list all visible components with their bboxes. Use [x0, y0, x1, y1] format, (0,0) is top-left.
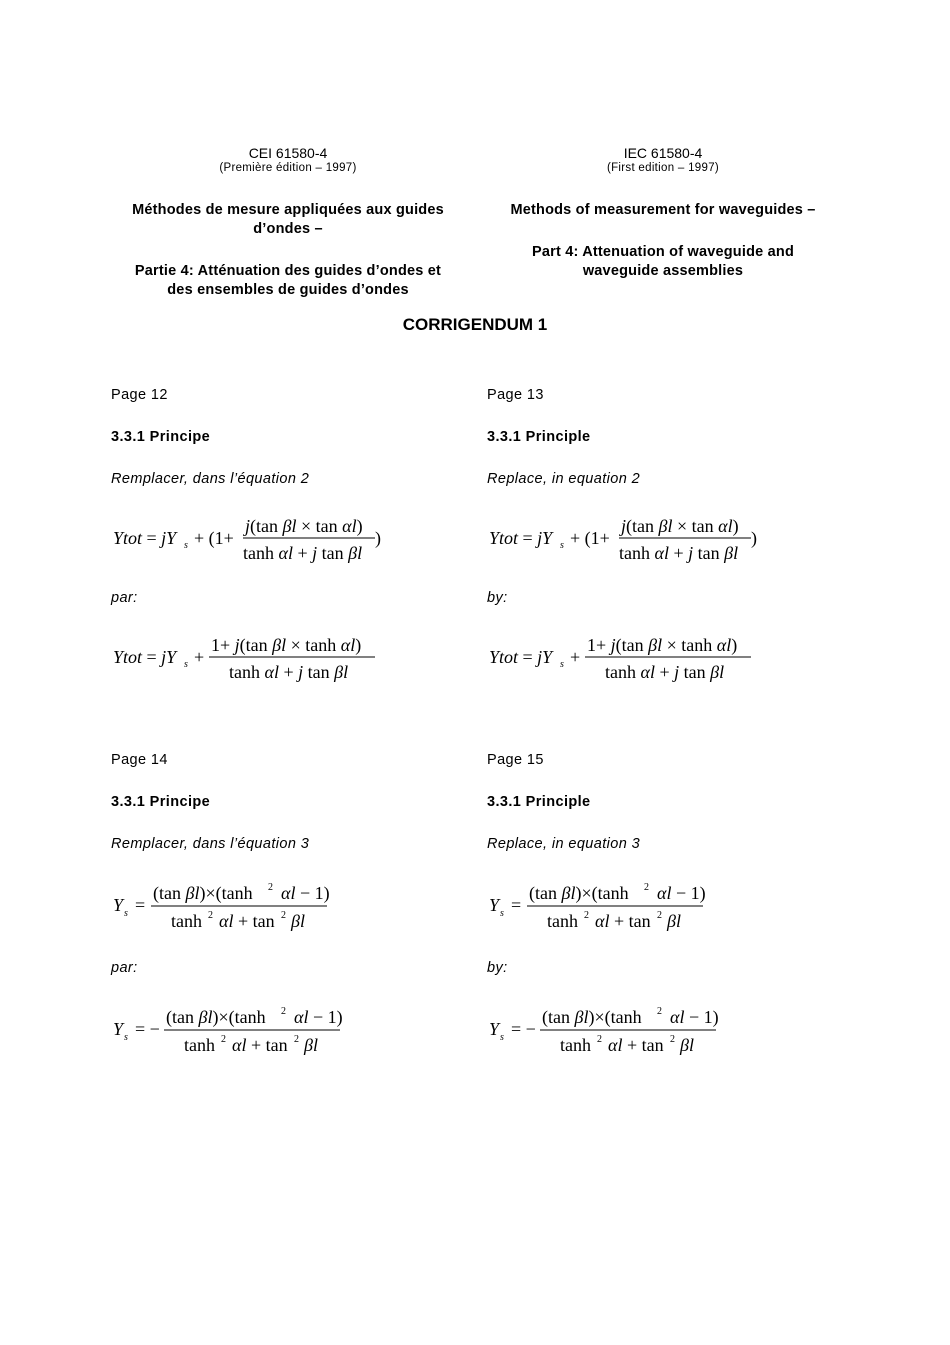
svg-text:2: 2	[657, 910, 662, 921]
svg-text:s: s	[124, 908, 128, 919]
svg-text:tanh αl + j tan βl: tanh αl + j tan βl	[229, 662, 349, 682]
svg-text:= −: = −	[511, 1019, 536, 1039]
svg-text:j(tan βl × tan αl): j(tan βl × tan αl)	[621, 516, 739, 536]
svg-text:+ (1+: + (1+	[570, 528, 610, 548]
svg-text:αl + tan: αl + tan	[608, 1035, 664, 1055]
edition-en: (First edition – 1997)	[606, 162, 720, 174]
svg-text:2: 2	[657, 1006, 662, 1017]
svg-text:=: =	[511, 895, 522, 915]
svg-text:Ytot = jY: Ytot = jY	[489, 528, 553, 548]
by-label-fr-1: par:	[111, 590, 138, 606]
title-fr	[98, 201, 478, 239]
svg-text:tanh αl + j tan βl: tanh αl + j tan βl	[605, 662, 725, 682]
svg-text:2: 2	[597, 1034, 602, 1045]
svg-text:2: 2	[268, 882, 273, 893]
svg-text:βl: βl	[304, 1035, 318, 1055]
corrigendum-title: CORRIGENDUM 1	[402, 315, 548, 334]
svg-text:2: 2	[670, 1034, 675, 1045]
svg-text:tanh αl + j tan βl: tanh αl + j tan βl	[243, 543, 363, 563]
page-label-en-1: Page 13	[487, 387, 544, 403]
svg-text:tanh αl + j tan βl: tanh αl + j tan βl	[619, 543, 739, 563]
svg-text:βl: βl	[667, 911, 681, 931]
page-label-en-2: Page 15	[487, 752, 544, 768]
instruction-en-1: Replace, in equation 2	[487, 471, 641, 487]
by-label-fr-2: par:	[111, 960, 138, 976]
section-heading-fr-2: 3.3.1 Principe	[111, 794, 211, 810]
svg-text:tanh: tanh	[560, 1035, 591, 1055]
part-en	[473, 243, 853, 281]
section-heading-en-1: 3.3.1 Principle	[487, 429, 591, 445]
section-heading-fr-1: 3.3.1 Principe	[111, 429, 211, 445]
equation-3-original-fr	[113, 877, 353, 937]
svg-text:tanh: tanh	[171, 911, 202, 931]
page-label-fr-2: Page 14	[111, 752, 168, 768]
svg-text:2: 2	[294, 1034, 299, 1045]
svg-text:2: 2	[644, 882, 649, 893]
part-fr-line2: des ensembles de guides d’ondes	[167, 282, 409, 298]
part-fr-line1: Partie 4: Atténuation des guides d’ondes et	[134, 263, 442, 279]
svg-text:2: 2	[281, 910, 286, 921]
svg-text:): )	[751, 528, 757, 548]
title-en-line1: Methods of measurement for waveguides –	[510, 202, 816, 218]
title-en	[473, 201, 853, 220]
svg-text:s: s	[500, 908, 504, 919]
equation-3-corrected-fr	[113, 1001, 363, 1061]
svg-text:= −: = −	[135, 1019, 160, 1039]
svg-text:s: s	[500, 1032, 504, 1043]
svg-text:1+ j(tan βl × tanh αl): 1+ j(tan βl × tanh αl)	[587, 635, 738, 655]
svg-text:αl − 1): αl − 1)	[294, 1007, 343, 1027]
svg-text:αl − 1): αl − 1)	[281, 883, 330, 903]
svg-text:2: 2	[221, 1034, 226, 1045]
svg-text:(tan βl)×(tanh: (tan βl)×(tanh	[166, 1007, 266, 1027]
svg-text:βl: βl	[291, 911, 305, 931]
svg-text:Y: Y	[489, 1019, 500, 1039]
equation-2-corrected-fr	[113, 629, 393, 689]
svg-text:(tan βl)×(tanh: (tan βl)×(tanh	[529, 883, 629, 903]
svg-text:+ (1+: + (1+	[194, 528, 234, 548]
instruction-fr-2: Remplacer, dans l’équation 3	[111, 836, 310, 852]
svg-text:Y: Y	[113, 1019, 124, 1039]
svg-text:(tan βl)×(tanh: (tan βl)×(tanh	[542, 1007, 642, 1027]
svg-text:+: +	[570, 647, 581, 667]
equation-2-corrected-en	[489, 629, 769, 689]
ref-fr: CEI 61580-4	[248, 145, 328, 161]
svg-text:βl: βl	[680, 1035, 694, 1055]
svg-text:αl − 1): αl − 1)	[670, 1007, 719, 1027]
section-heading-en-2: 3.3.1 Principle	[487, 794, 591, 810]
part-en-line1: Part 4: Attenuation of waveguide and	[531, 244, 795, 260]
svg-text:2: 2	[584, 910, 589, 921]
svg-text:Ytot = jY: Ytot = jY	[113, 647, 177, 667]
svg-text:2: 2	[208, 910, 213, 921]
svg-text:tanh: tanh	[184, 1035, 215, 1055]
svg-text:+: +	[194, 647, 205, 667]
page-label-fr-1: Page 12	[111, 387, 168, 403]
svg-text:j(tan βl × tan αl): j(tan βl × tan αl)	[245, 516, 363, 536]
title-fr-line1: Méthodes de mesure appliquées aux guides	[132, 202, 444, 218]
svg-text:1+ j(tan βl × tanh αl): 1+ j(tan βl × tanh αl)	[211, 635, 362, 655]
svg-text:Ytot = jY: Ytot = jY	[489, 647, 553, 667]
svg-text:s: s	[560, 659, 564, 670]
svg-text:s: s	[560, 540, 564, 551]
title-fr-line2: d’ondes –	[253, 221, 323, 237]
svg-text:s: s	[124, 1032, 128, 1043]
by-label-en-1: by:	[487, 590, 508, 606]
instruction-fr-1: Remplacer, dans l’équation 2	[111, 471, 310, 487]
svg-text:s: s	[184, 540, 188, 551]
svg-text:Y: Y	[489, 895, 500, 915]
part-fr	[98, 262, 478, 300]
svg-text:Ytot = jY: Ytot = jY	[113, 528, 177, 548]
edition-fr: (Première édition – 1997)	[219, 162, 357, 174]
svg-text:αl + tan: αl + tan	[595, 911, 651, 931]
svg-text:(tan βl)×(tanh: (tan βl)×(tanh	[153, 883, 253, 903]
by-label-en-2: by:	[487, 960, 508, 976]
svg-text:s: s	[184, 659, 188, 670]
svg-text:αl + tan: αl + tan	[219, 911, 275, 931]
equation-2-original-fr	[113, 510, 393, 570]
equation-3-original-en	[489, 877, 729, 937]
svg-text:αl − 1): αl − 1)	[657, 883, 706, 903]
svg-text:tanh: tanh	[547, 911, 578, 931]
equation-2-original-en	[489, 510, 769, 570]
ref-en: IEC 61580-4	[623, 145, 703, 161]
svg-text:): )	[375, 528, 381, 548]
equation-3-corrected-en	[489, 1001, 739, 1061]
svg-text:αl + tan: αl + tan	[232, 1035, 288, 1055]
instruction-en-2: Replace, in equation 3	[487, 836, 641, 852]
svg-text:2: 2	[281, 1006, 286, 1017]
part-en-line2: waveguide assemblies	[582, 263, 744, 279]
svg-text:Y: Y	[113, 895, 124, 915]
svg-text:=: =	[135, 895, 146, 915]
